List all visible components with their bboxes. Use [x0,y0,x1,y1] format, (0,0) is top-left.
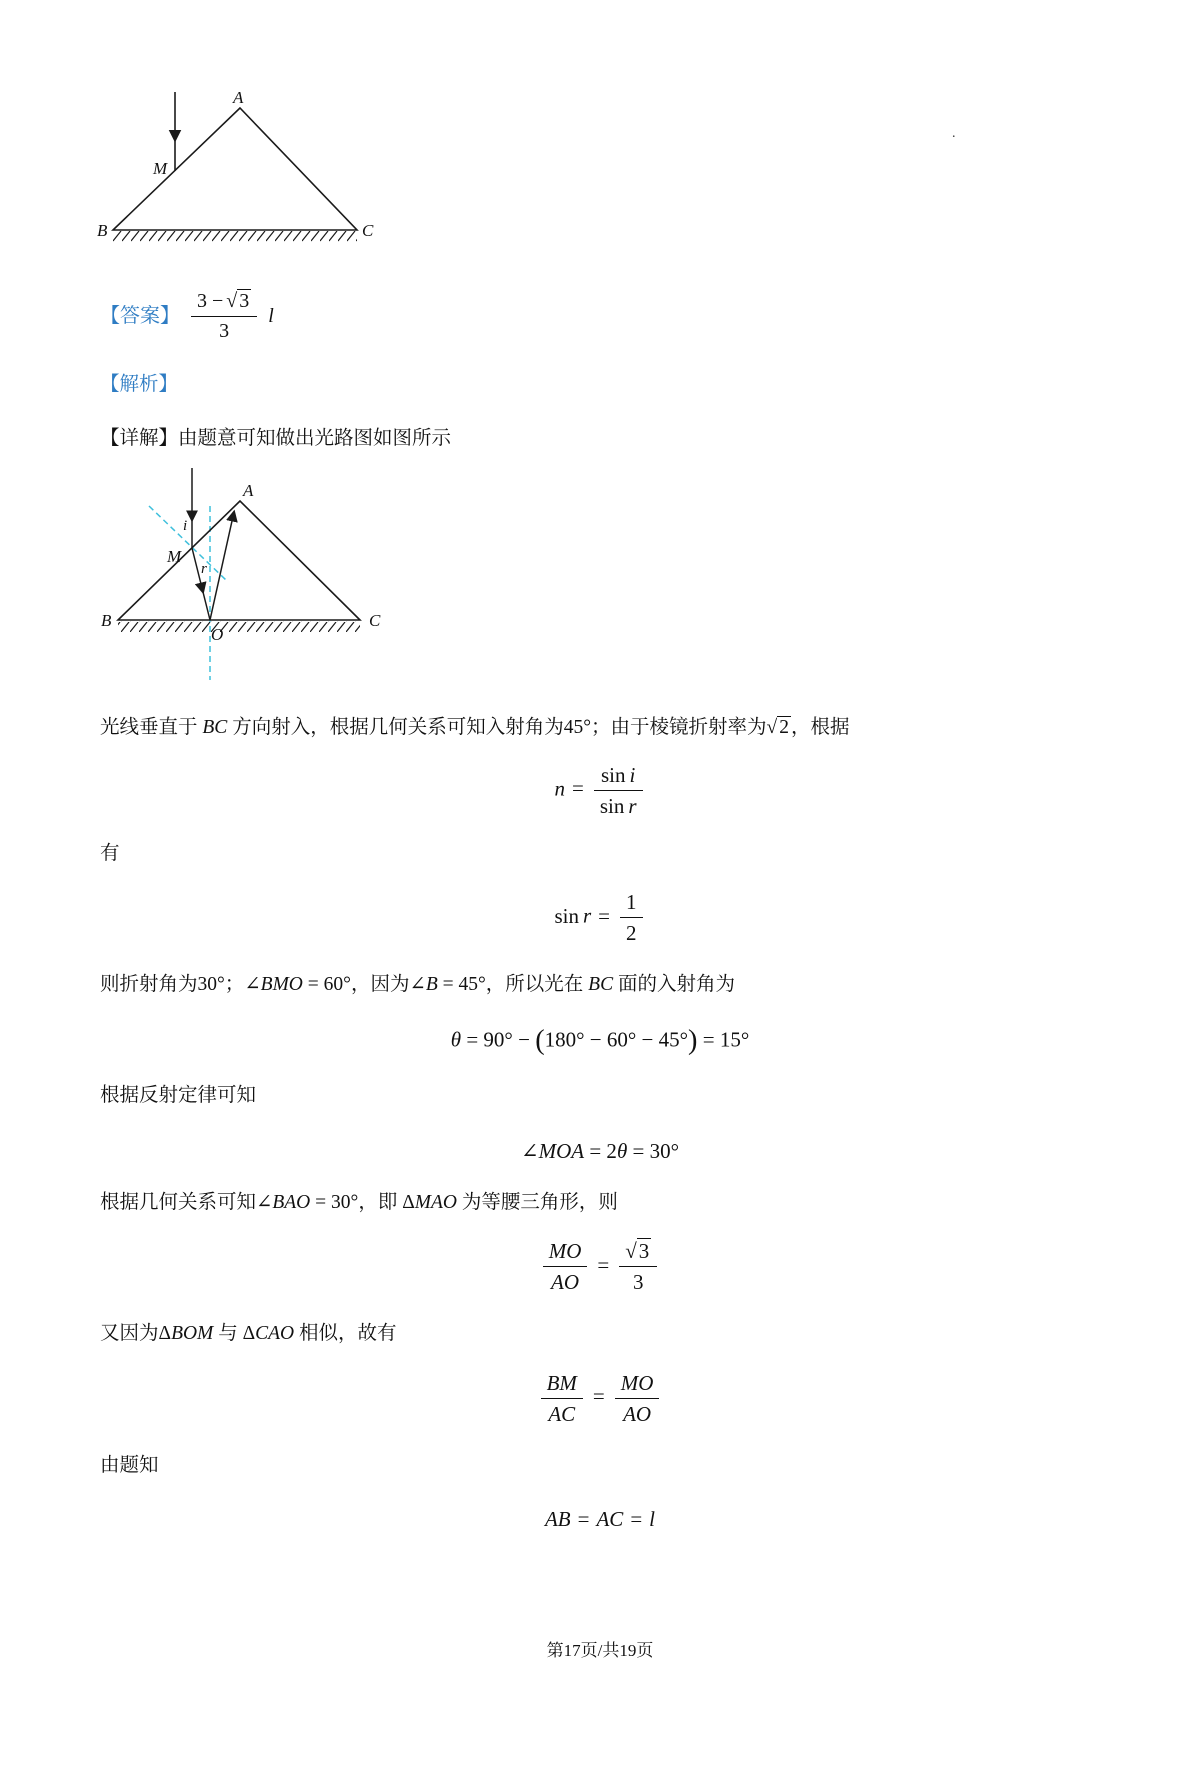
detail-label: 【详解】 [100,428,179,450]
paragraph-reflection-law: 根据反射定律可知 [100,1084,257,1106]
p3-text-a: 则折射角为30°； [100,974,245,996]
solution-page [0,88,1200,1786]
delta-symbol: Δ [158,1323,172,1345]
ground-hatching [113,231,357,242]
snell-lhs: n [554,776,565,801]
delta-symbol: Δ [242,1323,256,1345]
l-var: l [649,1507,656,1532]
ao-denominator: AO [551,1270,580,1295]
paragraph-similar-triangles [100,1319,1100,1349]
ab-equals-1: = [577,1507,590,1532]
mo-ao-equals: = [597,1252,610,1277]
formula-moa [0,1139,1200,1164]
ao-denominator: AO [623,1401,652,1426]
p3-text-c: ，因为 [350,974,410,996]
theta-inner: 180° − 60° − 45° [544,1027,689,1052]
mo-numerator: MO [615,1370,660,1399]
label-O: O [211,625,224,645]
p5-text-c: ，即 [358,1191,403,1213]
snell-num-var: i [629,762,636,787]
label-A: A [243,481,254,501]
p3-text-b2: = 60° [302,974,351,996]
refracted-ray-lower [203,592,210,620]
p3-text-e: ，所以光在 [485,974,589,996]
sqrt-arg: 2 [779,717,789,739]
snell-fraction [594,762,643,819]
p5-text-e: 为等腰三角形，则 [457,1191,618,1213]
formula-sin-r [0,889,1200,946]
normal-to-AB-dashed-line [149,506,227,581]
angle-symbol: ∠ [520,1138,539,1163]
snell-denominator [594,791,643,819]
sqrt-sign: √ [766,717,778,739]
p3-var-BC: BC [588,974,614,996]
half-denominator: 2 [626,921,637,946]
reflected-ray [210,512,234,620]
sqrt3-numerator [619,1238,657,1267]
bm-numerator: BM [541,1370,583,1399]
page-number-footer: 第17页/共19页 [546,1641,654,1660]
theta-text-b: = 15° [697,1027,750,1052]
analysis-row [100,370,1100,400]
prism-triangle [118,501,360,620]
three-denominator: 3 [633,1270,644,1295]
light-path-diagram-svg [85,468,405,688]
ground-hatching [118,621,360,632]
theta-var: θ [450,1027,462,1052]
detail-row [100,424,1100,454]
answer-row [100,289,1100,344]
answer-num-pre: 3 − [197,290,224,312]
answer-fraction-denominator: 3 [219,320,230,342]
sin-function: sin [599,793,625,818]
moa-text-a: = 2 [584,1138,617,1163]
formula-snell [0,762,1200,819]
ac-var: AC [596,1507,624,1532]
prism-triangle [113,108,357,230]
p6-text-a: 又因为 [100,1323,159,1345]
answer-variable: l [268,305,274,327]
sqrt-sign: √ [226,290,238,312]
prism-figure [95,88,1200,263]
paragraph-incidence [100,713,1100,743]
paragraph-given: 由题知 [100,1454,159,1476]
ab-var: AB [544,1507,571,1532]
paragraph-you: 有 [100,842,120,864]
p6-text-e: 相似，故有 [294,1323,397,1345]
ac-denominator: AC [548,1401,576,1426]
formula-mo-ao [0,1238,1200,1295]
answer-fraction [191,289,257,344]
p5-text-b2: = 30° [310,1191,359,1213]
p3-var-BMO: BMO [260,974,303,996]
snell-numerator [594,762,643,791]
moa-theta: θ [616,1138,628,1163]
sin-r-equals: = [598,903,611,928]
half-numerator: 1 [620,889,643,918]
paragraph-refraction-angle [100,970,1100,1000]
p6-var-CAO: CAO [255,1323,295,1345]
p1-text-c: 方向射入，根据几何关系可知入射角为45°；由于棱镜折射率为 [227,717,767,739]
bm-ac-equals: = [592,1384,605,1409]
label-C: C [369,611,381,631]
label-M: M [153,159,168,178]
delta-symbol: Δ [402,1191,415,1213]
label-refraction-angle-r: r [201,561,207,578]
label-incidence-angle-i: i [183,518,188,535]
angle-symbol: ∠ [256,1191,273,1213]
sqrt-radical [625,1239,651,1263]
p1-text-a: 光线垂直于 [100,717,203,739]
label-B: B [97,221,108,240]
label-C: C [362,221,374,240]
p5-var-MAO: MAO [414,1191,457,1213]
analysis-label: 【解析】 [100,374,179,395]
p6-var-BOM: BOM [171,1323,214,1345]
p3-text-g: 面的入射角为 [613,974,735,996]
angle-symbol: ∠ [244,974,261,996]
answer-fraction-numerator [191,289,257,317]
p1-var-BC: BC [202,717,228,739]
sqrt-arg: 3 [239,290,250,312]
left-paren: ( [535,1024,545,1056]
label-B: B [101,611,112,631]
ab-equals-2: = [630,1507,643,1532]
bm-ac-left-fraction [541,1370,583,1427]
p5-text-a: 根据几何关系可知 [100,1191,257,1213]
angle-symbol: ∠ [409,974,426,996]
snell-den-var: r [628,793,637,818]
p6-text-c: 与 [213,1323,243,1345]
sqrt-radical [767,713,791,743]
label-M: M [167,547,182,567]
p3-text-d2: = 45° [437,974,486,996]
stray-dot: . [952,126,956,141]
sqrt-arg: 3 [638,1239,650,1264]
label-A: A [233,88,244,107]
right-paren: ) [688,1024,698,1056]
sin-function: sin [554,903,579,928]
p1-text-d: ，根据 [790,717,850,739]
sin-r-var: r [582,903,592,928]
moa-var: MOA [538,1138,585,1163]
paragraph-isosceles [100,1188,1100,1218]
answer-label: 【答案】 [100,305,180,327]
light-path-figure [85,468,1200,693]
bm-ac-right-fraction [615,1370,660,1427]
moa-text-b: = 30° [627,1138,680,1163]
formula-theta [0,1025,1200,1057]
sqrt-sign: √ [625,1239,637,1264]
half-fraction [620,889,643,946]
theta-text-a: = 90° − [461,1027,536,1052]
formula-bm-ac [0,1370,1200,1427]
mo-numerator: MO [543,1238,588,1267]
sqrt3-over-3-fraction [619,1238,657,1295]
sin-function: sin [600,762,626,787]
mo-ao-left-fraction [543,1238,588,1295]
formula-ab-ac-l [0,1507,1200,1532]
detail-text: 由题意可知做出光路图如图所示 [178,428,452,450]
p5-var-BAO: BAO [272,1191,311,1213]
sqrt-radical [226,290,251,313]
p3-var-B: B [425,974,438,996]
snell-equals: = [571,776,584,801]
prism-diagram-svg [95,88,395,258]
